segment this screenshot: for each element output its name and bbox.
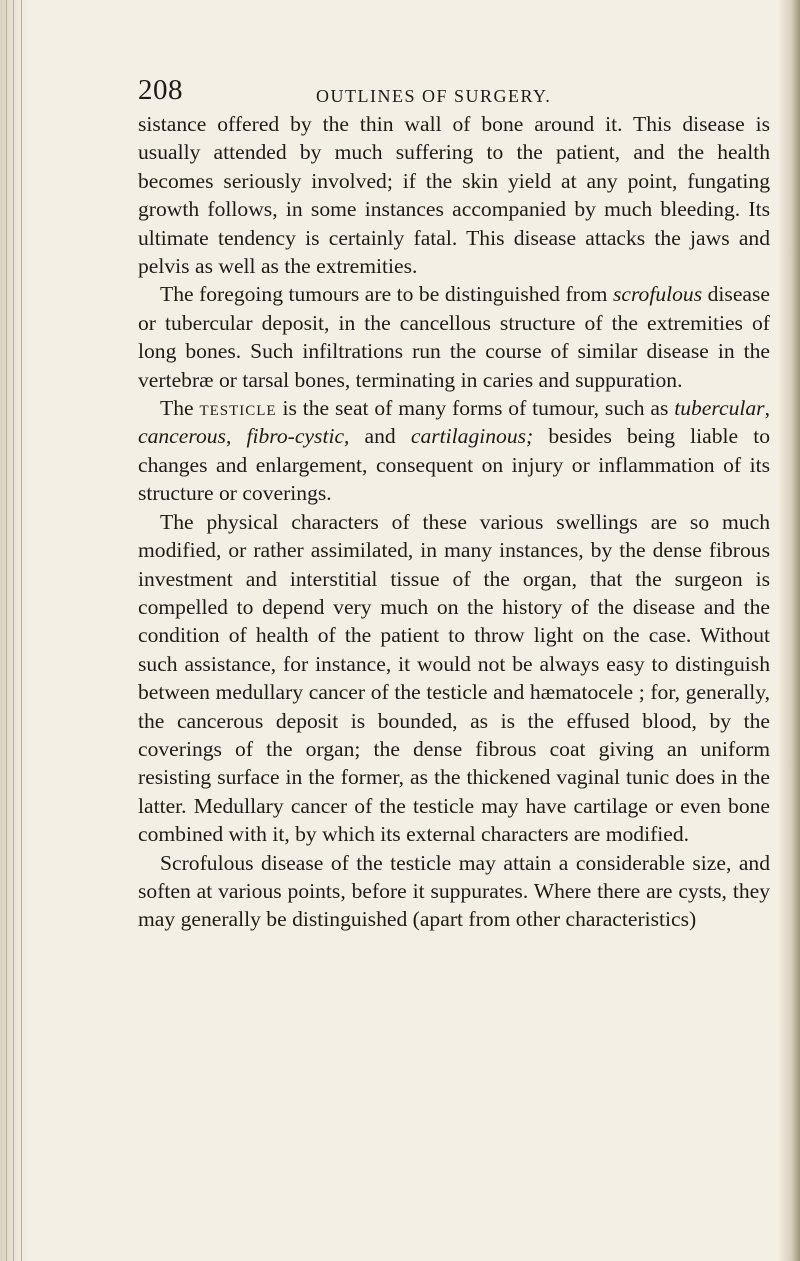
page-number: 208 — [138, 74, 183, 106]
paragraph-5: Scrofulous disease of the testicle may attain a considerable size, and soften at various points, before it suppurates. Where there are cysts, they may generally be distinguished (apart from other characteristics) — [138, 850, 770, 932]
smallcaps-term: testicle — [199, 396, 277, 421]
left-page-edge — [0, 0, 30, 1261]
paragraph-2: The foregoing tumours are to be distinguished from scrofulous disease or tubercular deposit, in the cancellous structure of the extremities of long bones. Such infiltrations run the course of similar disease in the vertebræ or tarsal bones, terminating in caries and suppuration. — [138, 282, 770, 392]
paragraph-3: The testicle is the seat of many forms of tumour, such as tubercular, cancerous, fibro-cystic, and cartilaginous; besides being liable to changes and enlargement, consequent on injury or inflammation of its structure or coverings. — [138, 396, 771, 506]
running-head: OUTLINES OF SURGERY. — [316, 86, 552, 106]
paragraph-4: The physical characters of these various swellings are so much modified, or rather assimilated, in many instances, by the dense fibrous investment and interstitial tissue of the organ, that the surgeon is compelled to depend very much on the history of the disease and the condition of health of the patient to throw light on the case. Without such assistance, for instance, it would not be always easy to distinguish between medullary cancer of the testicle and hæmatocele ; for, generally, the cancerous deposit is bounded, as is the effused blood, by the coverings of the organ; the dense fibrous coat giving an uniform resisting surface in the former, as the thickened vaginal tunic does in the latter. Medullary cancer of the testicle may have cartilage or even bone combined with it, by which its external characters are modified. — [138, 509, 770, 847]
body-text — [138, 110, 770, 934]
paragraph-1: sistance offered by the thin wall of bone around it. This disease is usually attended by much suffering to the patient, and the health becomes seriously involved; if the skin yield at any point, fungating growth follows, in some instances accompanied by much bleeding. Its ultimate tendency is certainly fatal. This disease attacks the jaws and pelvis as well as the extremities. — [138, 112, 770, 279]
right-page-edge — [778, 0, 800, 1261]
italic-term: scrofulous — [612, 282, 703, 307]
